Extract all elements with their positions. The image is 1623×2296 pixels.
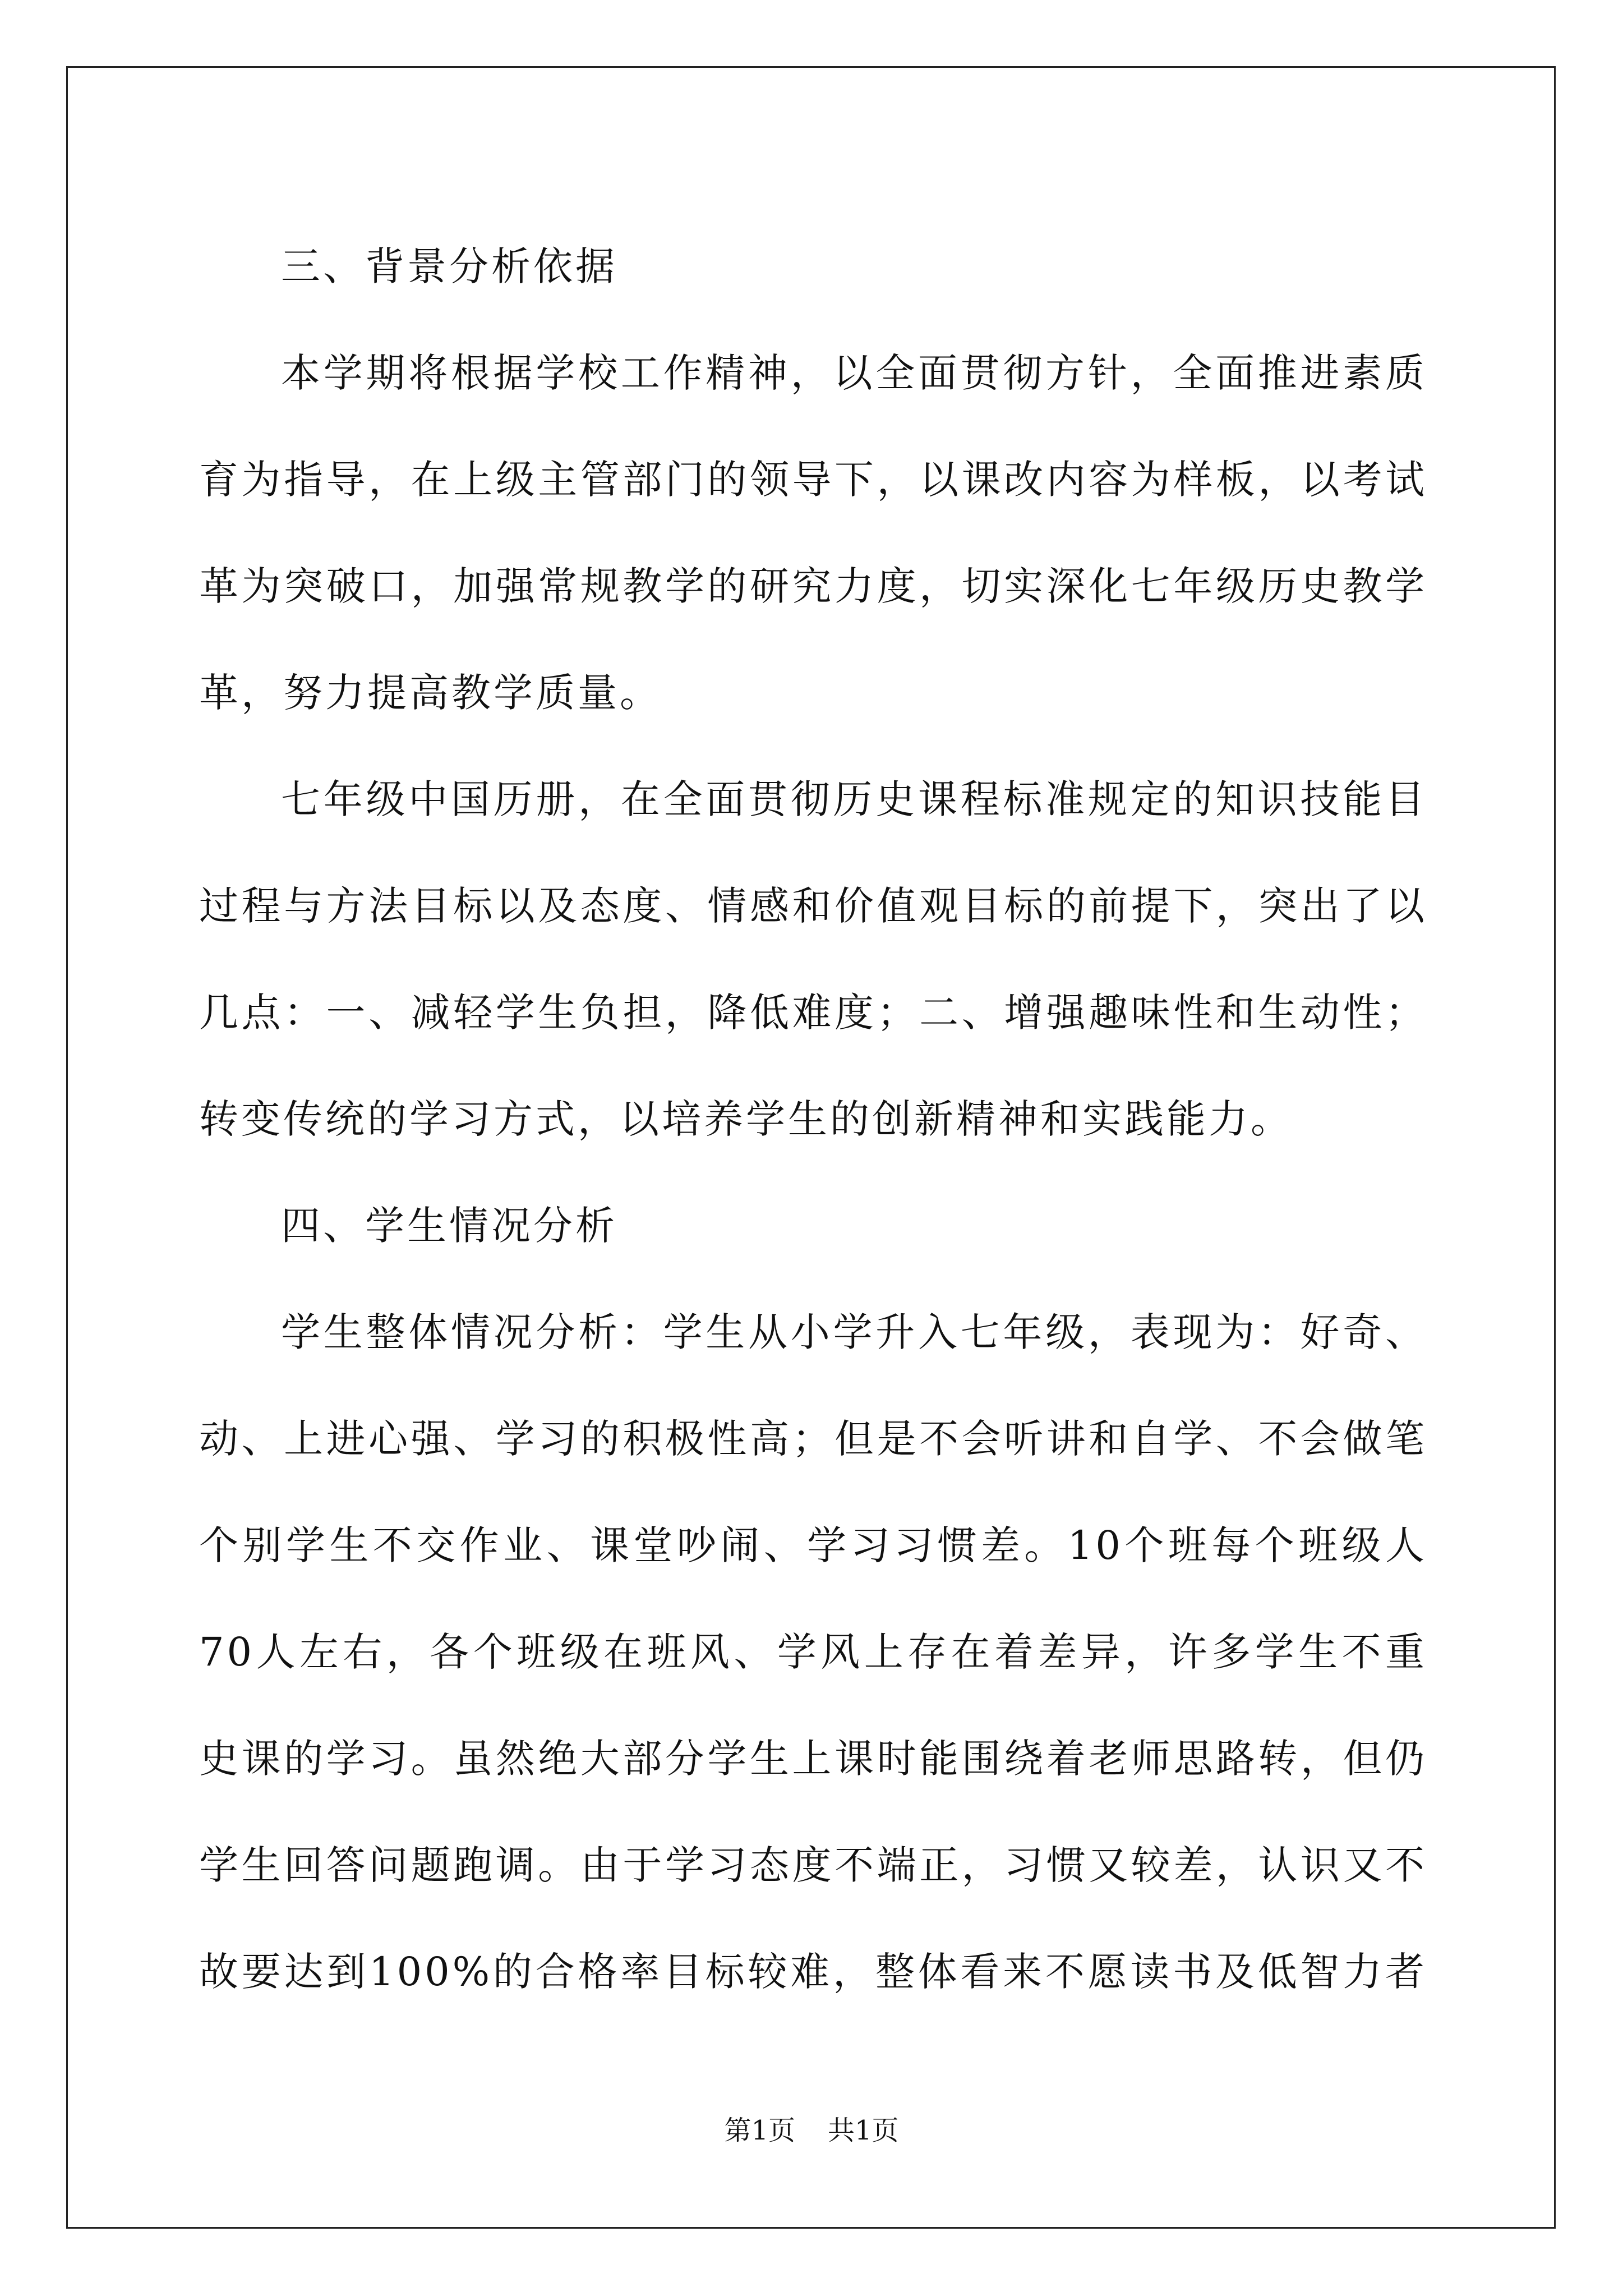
paragraph-line: 史课的学习。虽然绝大部分学生上课时能围绕着老师思路转，但仍: [199, 1736, 1427, 1782]
paragraph-line: 转变传统的学习方式，以培养学生的创新精神和实践能力。: [199, 1096, 1293, 1142]
paragraph-line: 几点：一、减轻学生负担，降低难度；二、增强趣味性和生动性；: [199, 990, 1427, 1036]
paragraph-line: 学生回答问题跑调。由于学习态度不端正，习惯又较差，认识又不: [199, 1842, 1427, 1888]
paragraph-line: 革为突破口，加强常规教学的研究力度，切实深化七年级历史教学: [199, 563, 1427, 609]
paragraph-line: 革，努力提高教学质量。: [199, 670, 662, 716]
paragraph-line: 过程与方法目标以及态度、情感和价值观目标的前提下，突出了以: [199, 883, 1427, 929]
paragraph-line: 个别学生不交作业、课堂吵闹、学习习惯差。10个班每个班级人: [199, 1522, 1427, 1568]
paragraph-line: 本学期将根据学校工作精神，以全面贯彻方针，全面推进素质: [281, 350, 1427, 396]
section-heading-3: 三、背景分析依据: [281, 243, 617, 289]
paragraph-line: 故要达到100%的合格率目标较难，整体看来不愿读书及低智力者: [199, 1949, 1427, 1995]
page-number-total: 共1页: [828, 2115, 899, 2146]
page-footer: [0, 2114, 1623, 2147]
paragraph-line: 育为指导，在上级主管部门的领导下，以课改内容为样板，以考试: [199, 457, 1427, 503]
document-body: [199, 213, 1427, 2025]
paragraph-line: 学生整体情况分析：学生从小学升入七年级，表现为：好奇、: [281, 1309, 1427, 1355]
page-number-current: 第1页: [724, 2115, 795, 2146]
section-heading-4: 四、学生情况分析: [281, 1203, 617, 1249]
paragraph-line: 70人左右，各个班级在班风、学风上存在着差异，许多学生不重: [199, 1629, 1427, 1675]
paragraph-line: 动、上进心强、学习的积极性高；但是不会听讲和自学、不会做笔: [199, 1416, 1427, 1462]
paragraph-line: 七年级中国历册，在全面贯彻历史课程标准规定的知识技能目: [281, 776, 1427, 822]
